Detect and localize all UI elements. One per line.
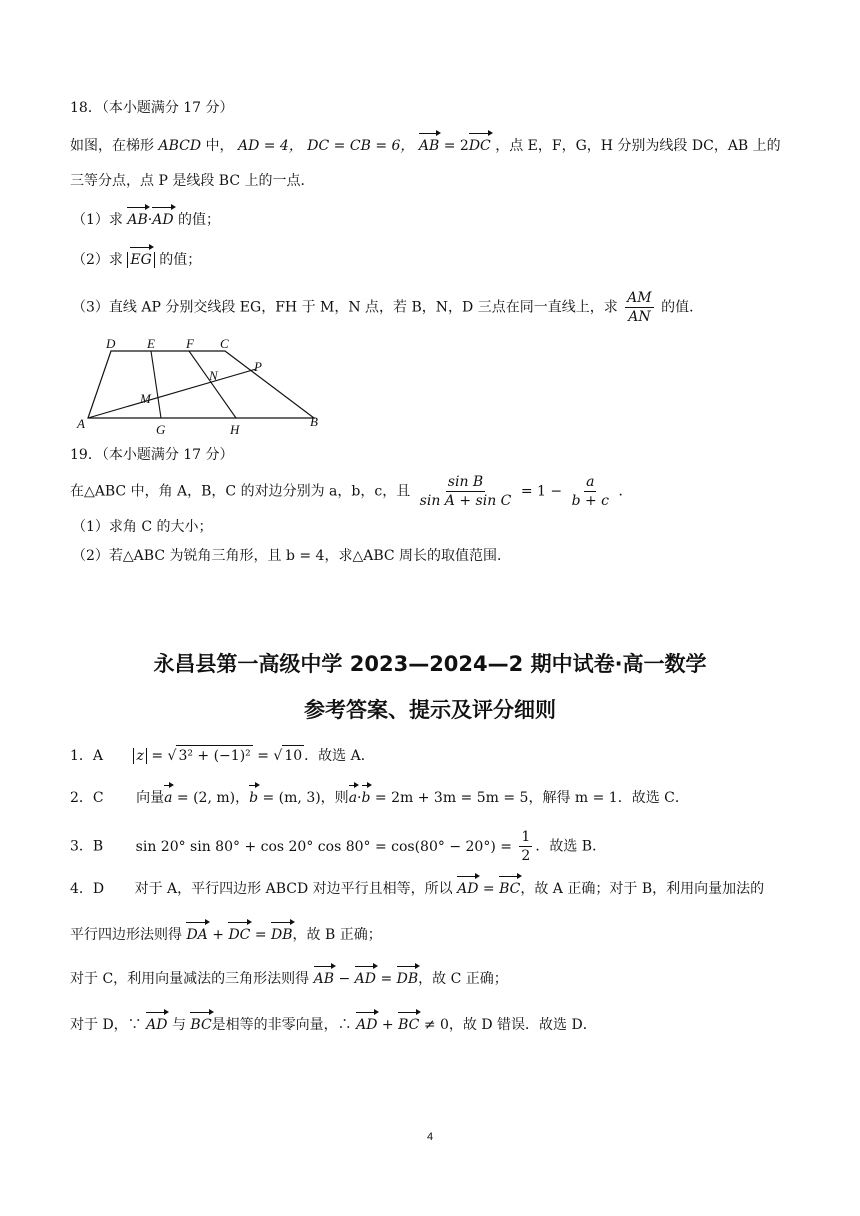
- label-C: C: [220, 336, 229, 351]
- fraction-a-over-bc: $\frac{a}{b + c}$: [571, 474, 609, 509]
- q18-stem-line2: 三等分点，点 P 是线段 BC 上的一点．: [70, 173, 315, 189]
- q18-title: 18．（本小题满分 17 分）: [70, 100, 234, 116]
- vector-DC: DC: [468, 138, 491, 154]
- label-M: M: [140, 391, 151, 406]
- q18-part1: （1）求 AB·AD 的值；: [72, 212, 221, 228]
- label-G: G: [156, 422, 166, 437]
- answer-1: 1．A z = √ 3² + (−1)² = √ 10 ．故选 A．: [70, 745, 375, 766]
- answer-4-line3: 对于 C，利用向量减法的三角形法则得 AB − AD = DB，故 C 正确；: [70, 971, 508, 987]
- fraction-sinB: $\frac{\text{sin B}}{\text{sin A + sin C}}$: [419, 474, 512, 509]
- answer-title-2: 参考答案、提示及评分细则: [304, 698, 556, 722]
- label-A: A: [77, 416, 85, 431]
- answer-3: 3．B sin 20° sin 80° + cos 20° cos 80° = cos(80° − 20°) = $\frac{1}{2}$ ．故选 B．: [70, 829, 607, 864]
- fraction-AM-AN: $\frac{AM}{AN}$: [627, 290, 652, 325]
- label-H: H: [230, 422, 240, 437]
- q18-stem-line1: 如图，在梯形 ABCD 中， AD = 4， DC = CB = 6， AB = 2DC ，点 E，F，G，H 分别为线段 DC，AB 上的: [70, 138, 781, 154]
- label-E: E: [147, 336, 155, 351]
- label-P: P: [254, 359, 262, 374]
- answer-4-line2: 平行四边形法则得 DA + DC = DB，故 B 正确；: [70, 927, 382, 943]
- answer-4-line4: 对于 D，∵ AD 与 BC是相等的非零向量，∴ AD + BC ≠ 0，故 D 错误．故选 D．: [70, 1017, 597, 1033]
- answer-title-1: 永昌县第一高级中学 2023—2024—2 期中试卷·高一数学: [153, 652, 707, 676]
- q19-part2: （2）若△ABC 为锐角三角形，且 b = 4，求△ABC 周长的取值范围．: [72, 548, 512, 564]
- q18-part2: （2）求 EG 的值；: [72, 252, 202, 268]
- label-F: F: [186, 336, 194, 351]
- answer-4-line1: 4．D 对于 A，平行四边形 ABCD 对边平行且相等，所以 AD = BC，故 A 正确；对于 B，利用向量加法的: [70, 881, 765, 897]
- page-number: 4: [426, 1131, 434, 1143]
- label-N: N: [209, 368, 218, 383]
- label-B: B: [310, 414, 318, 429]
- vector-AB: AB: [418, 138, 440, 154]
- label-D: D: [106, 336, 116, 351]
- trapezoid-figure: [72, 333, 332, 438]
- q18-part3: （3）直线 AP 分别交线段 EG，FH 于 M，N 点，若 B，N，D 三点在同一直线上，求 $\frac{AM}{AN}$ 的值．: [72, 290, 704, 325]
- q19-part1: （1）求角 C 的大小；: [72, 519, 213, 535]
- q19-stem: 在△ABC 中，角 A，B，C 的对边分别为 a，b，c，且 $\frac{\text{sin B}}{\text{sin A + sin C}}$ = 1 − $\frac{a}{b + c}$ ．: [70, 474, 633, 509]
- q19-title: 19．（本小题满分 17 分）: [70, 447, 234, 463]
- fraction-one-half: $\frac{1}{2}$: [521, 829, 531, 864]
- answer-2: 2．C 向量a = (2, m)，b = (m, 3)，则a·b = 2m + 3m = 5m = 5，解得 m = 1．故选 C．: [70, 790, 689, 806]
